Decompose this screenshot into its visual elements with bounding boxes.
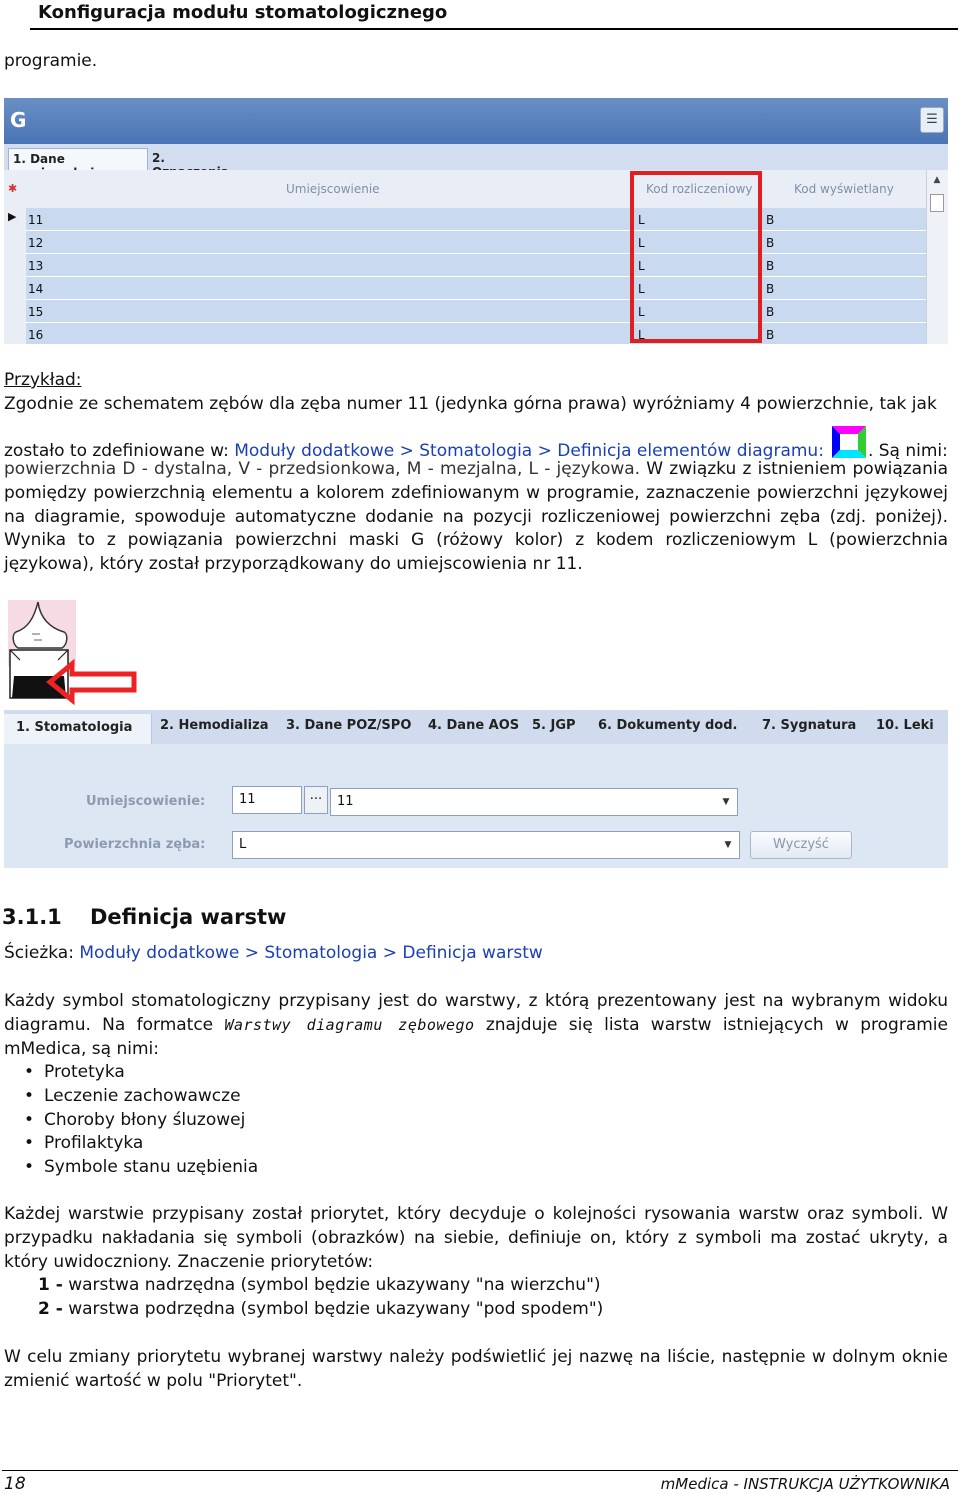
powierzchnia-select[interactable] [232, 831, 740, 859]
cell-umiejscowienie: 12 [28, 236, 44, 250]
layer-item: • Choroby błony śluzowej [4, 1109, 604, 1133]
column-kod-wyswietlany[interactable]: Kod wyświetlany [794, 182, 894, 196]
cell-kod-wyswietlany: B [766, 328, 775, 342]
table-row[interactable] [26, 300, 926, 323]
cell-umiejscowienie: 15 [28, 305, 44, 319]
example-line1: Zgodnie ze schematem zębów dla zęba numer 11 (jedynka górna prawa) wyróżniamy 4 powierzchnie, tak jak [4, 393, 937, 414]
tab-dane-poz-spo[interactable]: 3. Dane POZ/SPO [286, 718, 412, 733]
cell-kod-rozliczeniowy: L [638, 213, 645, 227]
table-row[interactable] [26, 208, 926, 231]
footer-title: mMedica - INSTRUKCJA UŻYTKOWNIKA [660, 1475, 950, 1493]
umiejscowienie-select[interactable] [330, 788, 738, 816]
cell-kod-rozliczeniowy: L [638, 236, 645, 250]
layers-intro [4, 990, 948, 1061]
layer-item: • Profilaktyka [4, 1132, 604, 1156]
example-explanation: W związku z istnieniem powiązania pomiędzy powierzchnią elementu a kolorem zdefiniowanym w programie, zaznaczenie powierzchni językowej na diagramie, spowoduje automatyczne dodanie na pozycji rozliczeniowej powierzchni zęba (zdj. poniżej). Wynika to z powiązania powierzchni maski G (różowy kolor) z kodem rozliczeniowym L (powierzchnia językowa), który został przyporządkowany do umiejscowienia nr 11. [4, 459, 949, 575]
example-line2-pre: zostało to zdefiniowane w: [4, 441, 235, 461]
cell-umiejscowienie: 14 [28, 282, 44, 296]
table-row[interactable] [26, 323, 926, 344]
scroll-up-icon[interactable]: ▲ [933, 175, 941, 185]
cell-kod-rozliczeniowy: L [638, 259, 645, 273]
layers-list [4, 1061, 604, 1180]
priority-2 [38, 1298, 603, 1322]
example-label: Przykład: [4, 370, 82, 390]
tooth-diagram [6, 598, 140, 708]
path-diagram-elements: Moduły dodatkowe > Stomatologia > Definicja elementów diagramu: [234, 441, 824, 461]
example-line2-post: . Są nimi: [867, 441, 948, 461]
tab-oznaczenia[interactable]: 2. [152, 151, 165, 165]
priority-paragraph: Każdej warstwie przypisany został priorytet, który decyduje o kolejności rysowania warstw oraz symboli. W przypadku nakładania się symboli (obrazków) na siebie, definiuje on, który z symboli ma zostać ukryty, a który uwidoczniony. Znaczenie priorytetów: [4, 1204, 948, 1272]
visit-form-screenshot [4, 710, 948, 868]
grid-scrollbar[interactable] [926, 170, 948, 344]
current-row-icon: ▶ [8, 210, 17, 223]
section-path [4, 942, 543, 966]
table-row[interactable] [26, 277, 926, 300]
form-tabbar [4, 710, 948, 744]
priority-2-text: warstwa podrzędna (symbol będzie ukazywany "pod spodem") [62, 1299, 604, 1319]
cell-kod-wyswietlany: B [766, 236, 775, 250]
example-block [4, 369, 948, 417]
section-number: 3.1.1 [2, 905, 62, 929]
path-label: Ścieżka: [4, 943, 80, 963]
umiejscowienie-label: Umiejscowienie: [86, 794, 206, 809]
tab-dane-aos[interactable]: 4. Dane AOS [428, 718, 520, 733]
grid-titlebar [4, 98, 948, 144]
powierzchnia-label: Powierzchnia zęba: [64, 837, 206, 852]
chevron-down-icon[interactable]: ▼ [724, 840, 732, 850]
grid-body [4, 170, 948, 344]
cell-kod-wyswietlany: B [766, 305, 775, 319]
cell-umiejscowienie: 11 [28, 213, 44, 227]
priority-1 [38, 1274, 601, 1298]
cell-umiejscowienie: 16 [28, 328, 44, 342]
collapse-icon[interactable]: ☰ [920, 107, 944, 133]
example-rest [4, 458, 948, 577]
umiejscowienie-picker-button[interactable]: ··· [304, 786, 328, 814]
chevron-down-icon[interactable]: ▼ [722, 797, 730, 807]
example-surfaces: powierzchnia D - dystalna, V - przedsionkowa, M - mezjalna, L - językowa. [4, 459, 641, 479]
tab-stomatologia[interactable]: 1. Stomatologia [4, 714, 152, 744]
tab-dokumenty-dod[interactable]: 6. Dokumenty dod. [598, 718, 738, 733]
tab-sygnatura[interactable]: 7. Sygnatura [762, 718, 857, 733]
cell-kod-rozliczeniowy: L [638, 305, 645, 319]
layers-intro-post: znajduje się lista warstw istniejących w programie mMedica, są nimi: [4, 1014, 948, 1059]
page-header-title: Konfiguracja modułu stomatologicznego [38, 2, 448, 23]
new-row-icon: ✱ [8, 182, 18, 195]
form-name-warstwy: Warstwy diagramu zębowego [224, 1015, 475, 1034]
cell-kod-rozliczeniowy: L [638, 328, 645, 342]
layer-item: • Protetyka [4, 1061, 604, 1085]
layers-intro-pre: Każdy symbol stomatologiczny przypisany jest do warstwy, z którą prezentowany jest na wybranym widoku diagramu. Na formatce [4, 991, 948, 1035]
path-definicja-warstw: Moduły dodatkowe > Stomatologia > Definicja warstw [79, 943, 543, 963]
footer-divider [2, 1470, 958, 1471]
highlight-kod-rozliczeniowy [630, 171, 762, 343]
grid-tabbar [4, 144, 948, 170]
priority-1-text: warstwa nadrzędna (symbol będzie ukazywany "na wierzchu") [62, 1275, 601, 1295]
tab-leki[interactable]: 10. Leki [876, 718, 934, 733]
table-row[interactable] [26, 231, 926, 254]
surface-grid-screenshot [4, 98, 948, 344]
intro-fragment: programie. [4, 51, 98, 71]
tab-dane-powierzchni[interactable]: 1. Dane [8, 148, 148, 170]
table-row[interactable] [26, 254, 926, 277]
grid-title: G [10, 108, 27, 132]
umiejscowienie-value: 11 [337, 794, 354, 809]
umiejscowienie-code-input[interactable]: 11 [232, 786, 302, 814]
clear-button[interactable]: Wyczyść [750, 831, 852, 859]
column-umiejscowienie[interactable]: Umiejscowienie [286, 182, 380, 196]
change-priority-paragraph: W celu zmiany priorytetu wybranej warstwy należy podświetlić jej nazwę na liście, następnie w dolnym oknie zmienić wartość w polu "Priorytet". [4, 1347, 948, 1391]
page-number: 18 [4, 1474, 26, 1494]
powierzchnia-value: L [239, 837, 247, 852]
tab-jgp[interactable]: 5. JGP [532, 718, 576, 733]
layer-item: • Leczenie zachowawcze [4, 1085, 604, 1109]
priority-2-number: 2 - [38, 1299, 63, 1319]
column-kod-rozliczeniowy[interactable]: Kod rozliczeniowy [646, 182, 753, 196]
cell-umiejscowienie: 13 [28, 259, 44, 273]
priority-1-number: 1 - [38, 1275, 63, 1295]
layer-item: • Symbole stanu uzębienia [4, 1156, 604, 1180]
tab-hemodializa[interactable]: 2. Hemodializa [160, 718, 269, 733]
cell-kod-rozliczeniowy: L [638, 282, 645, 296]
cell-kod-wyswietlany: B [766, 213, 775, 227]
cell-kod-wyswietlany: B [766, 259, 775, 273]
header-divider [30, 28, 958, 30]
section-title: Definicja warstw [90, 905, 287, 929]
cell-kod-wyswietlany: B [766, 282, 775, 296]
scroll-thumb[interactable] [930, 194, 944, 212]
